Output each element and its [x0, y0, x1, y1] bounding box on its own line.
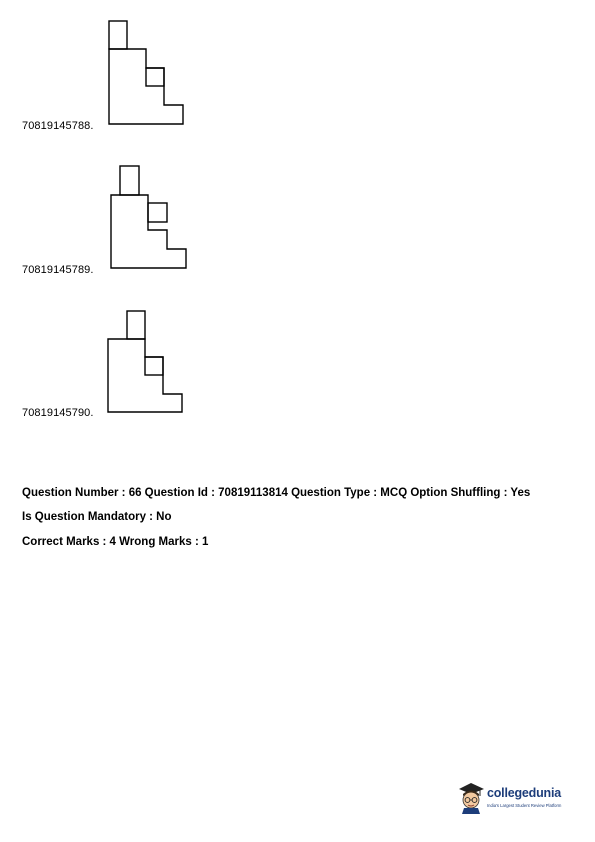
option-3-id: 70819145790.: [22, 407, 94, 419]
option-2-figure: [100, 160, 195, 275]
logo-tagline: India's Largest Student Review Platform: [487, 803, 562, 808]
top-square: [109, 21, 127, 49]
inner-square: [148, 203, 167, 222]
logo-wordmark: collegedunia: [487, 786, 562, 800]
question-meta-line-2: Is Question Mandatory : No: [22, 511, 172, 523]
option-2-id: 70819145789.: [22, 264, 94, 276]
option-1-figure: [100, 15, 190, 130]
inner-square: [145, 357, 163, 375]
mascot-icon: [456, 780, 486, 814]
question-meta-line-3: Correct Marks : 4 Wrong Marks : 1: [22, 536, 209, 548]
question-meta-line-1: Question Number : 66 Question Id : 70819113814 Question Type : MCQ Option Shuffling : Yes: [22, 487, 531, 499]
inner-square: [146, 68, 164, 86]
top-square: [127, 311, 145, 339]
option-1-id: 70819145788.: [22, 120, 94, 132]
top-square: [120, 166, 139, 195]
option-3-figure: [100, 305, 190, 420]
collegedunia-logo: [456, 780, 574, 814]
